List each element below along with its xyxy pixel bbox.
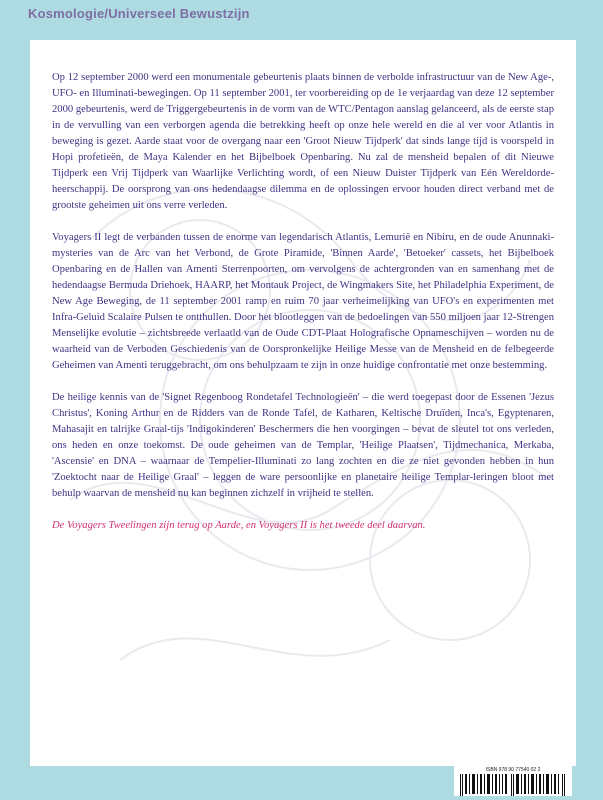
category-header: Kosmologie/Universeel Bewustzijn — [28, 6, 250, 21]
closing-line-italic: De Voyagers Tweelingen zijn terug op Aarde — [52, 520, 241, 531]
paragraph-2: Voyagers II legt de verbanden tussen de enorme van legendarisch Atlantis, Lemurië en Nibiru, en de oude Anunnaki-mysteries van de Arc van het Verbond, de Grote Piramide, 'Binnen Aarde', 'Betoeker' cassets, het Bijbelboek Openbaring en de Hallen van Amenti Sterrenpoorten, om vervolgens de achtergronden van en samenhang met de hedendaagse Bermuda Driehoek, HAARP, het Montauk Project, de Wingmakers Site, het Philadelphia Experiment, de New Age Beweging, de 11 september 2001 ramp en ruim 70 jaar verheimelijking van UFO's en experimenten met Infra-Geluid Scalaire Pulsen te ontthullen. Door het blootleggen van de bedoelingen van 550 miljoen jaar 12-Strengen Menselijke evolutie – zichtsbreede verlaatld van de Oude CDT-Plaat Holografische Opnameschijven – worden nu de waarheid van de Verboden Geschiedenis van de Oorspronkelijke Heilige Messe van de Mensheid en de felbegeerde Geheimen van Amenti teruggebracht, om ons behulpzaam te zijn in onze huidige confrontatie met onze bestemming. — [52, 232, 554, 371]
closing-line — [52, 518, 554, 534]
engraving-swirl — [120, 638, 390, 660]
closing-line-rest: , en Voyagers II is het tweede deel daarvan. — [240, 520, 426, 531]
isbn-barcode — [454, 766, 572, 796]
text-panel — [30, 40, 576, 766]
paragraph-1: Op 12 september 2000 werd een monumentale gebeurtenis plaats binnen de verbolde infrastructuur van de New Age-, UFO- en Illuminati-bewegingen. Op 11 september 2001, ter voorbereiding op de 1e verjaardag van deze 12 september 2000 gebeurtenis, werd de Triggergebeurtenis in de vorm van de WTC/Pentagon aanslag gelanceerd, als de eerste stap in de vervulling van een verborgen agenda die betrekking heeft op onze hele wereld en die al ver voor Atlantis in beweging is gezet. Aarde staat voor de overgang naar een 'Groot Nieuw Tijdperk' dat sinds lange tijd is voorspeld in Hopi profetieën, de Maya Kalender en het Bijbelboek Openbaring. Nu zal de mensheid bepalen of dit Nieuwe Tijdperk een Vrij Tijdperk van Waarlijke Verlichting wordt, of een Nieuw Duister Tijdperk van Eén Wereldorde-heerschappij. De oorsprong van ons hedendaagse dilemma en de oplossingen ervoor houden direct verband met de grootste geheimen uit ons verre verleden. — [52, 72, 554, 211]
paragraph-3: De heilige kennis van de 'Signet Regenboog Rondetafel Technologieën' – die werd toegepast door de Essenen 'Jezus Christus', Koning Arthur en de Ridders van de Ronde Tafel, de Katharen, Keltische Druïden, Inca's, Egyptenaren, Mahasajit en talrijke Graal-tijs 'Indigokinderen' Beschermers die hen voorgingen – bevat de sleutel tot ons verleden, ons heden en onze toekomst. De oude geheimen van de Templar, 'Heilige Plaatsen', Tijdmechanica, Merkaba, 'Ascensie' en DNA – waarnaar de Tempelier-Illuminati zo lang zochten en die ze niet gevonden hebben in hun 'Zoektocht naar de Heilige Graal' – leggen de ware persoonlijke en planetaire heilige Templar-leringen bloot met behulp waarvan de mensheid nu kan beginnen zichzelf in vrijheid te stellen. — [52, 392, 554, 499]
barcode-icon — [460, 774, 566, 796]
back-cover-text — [52, 70, 554, 550]
isbn-number: ISBN 978 90 77540 02 2 — [485, 767, 541, 773]
